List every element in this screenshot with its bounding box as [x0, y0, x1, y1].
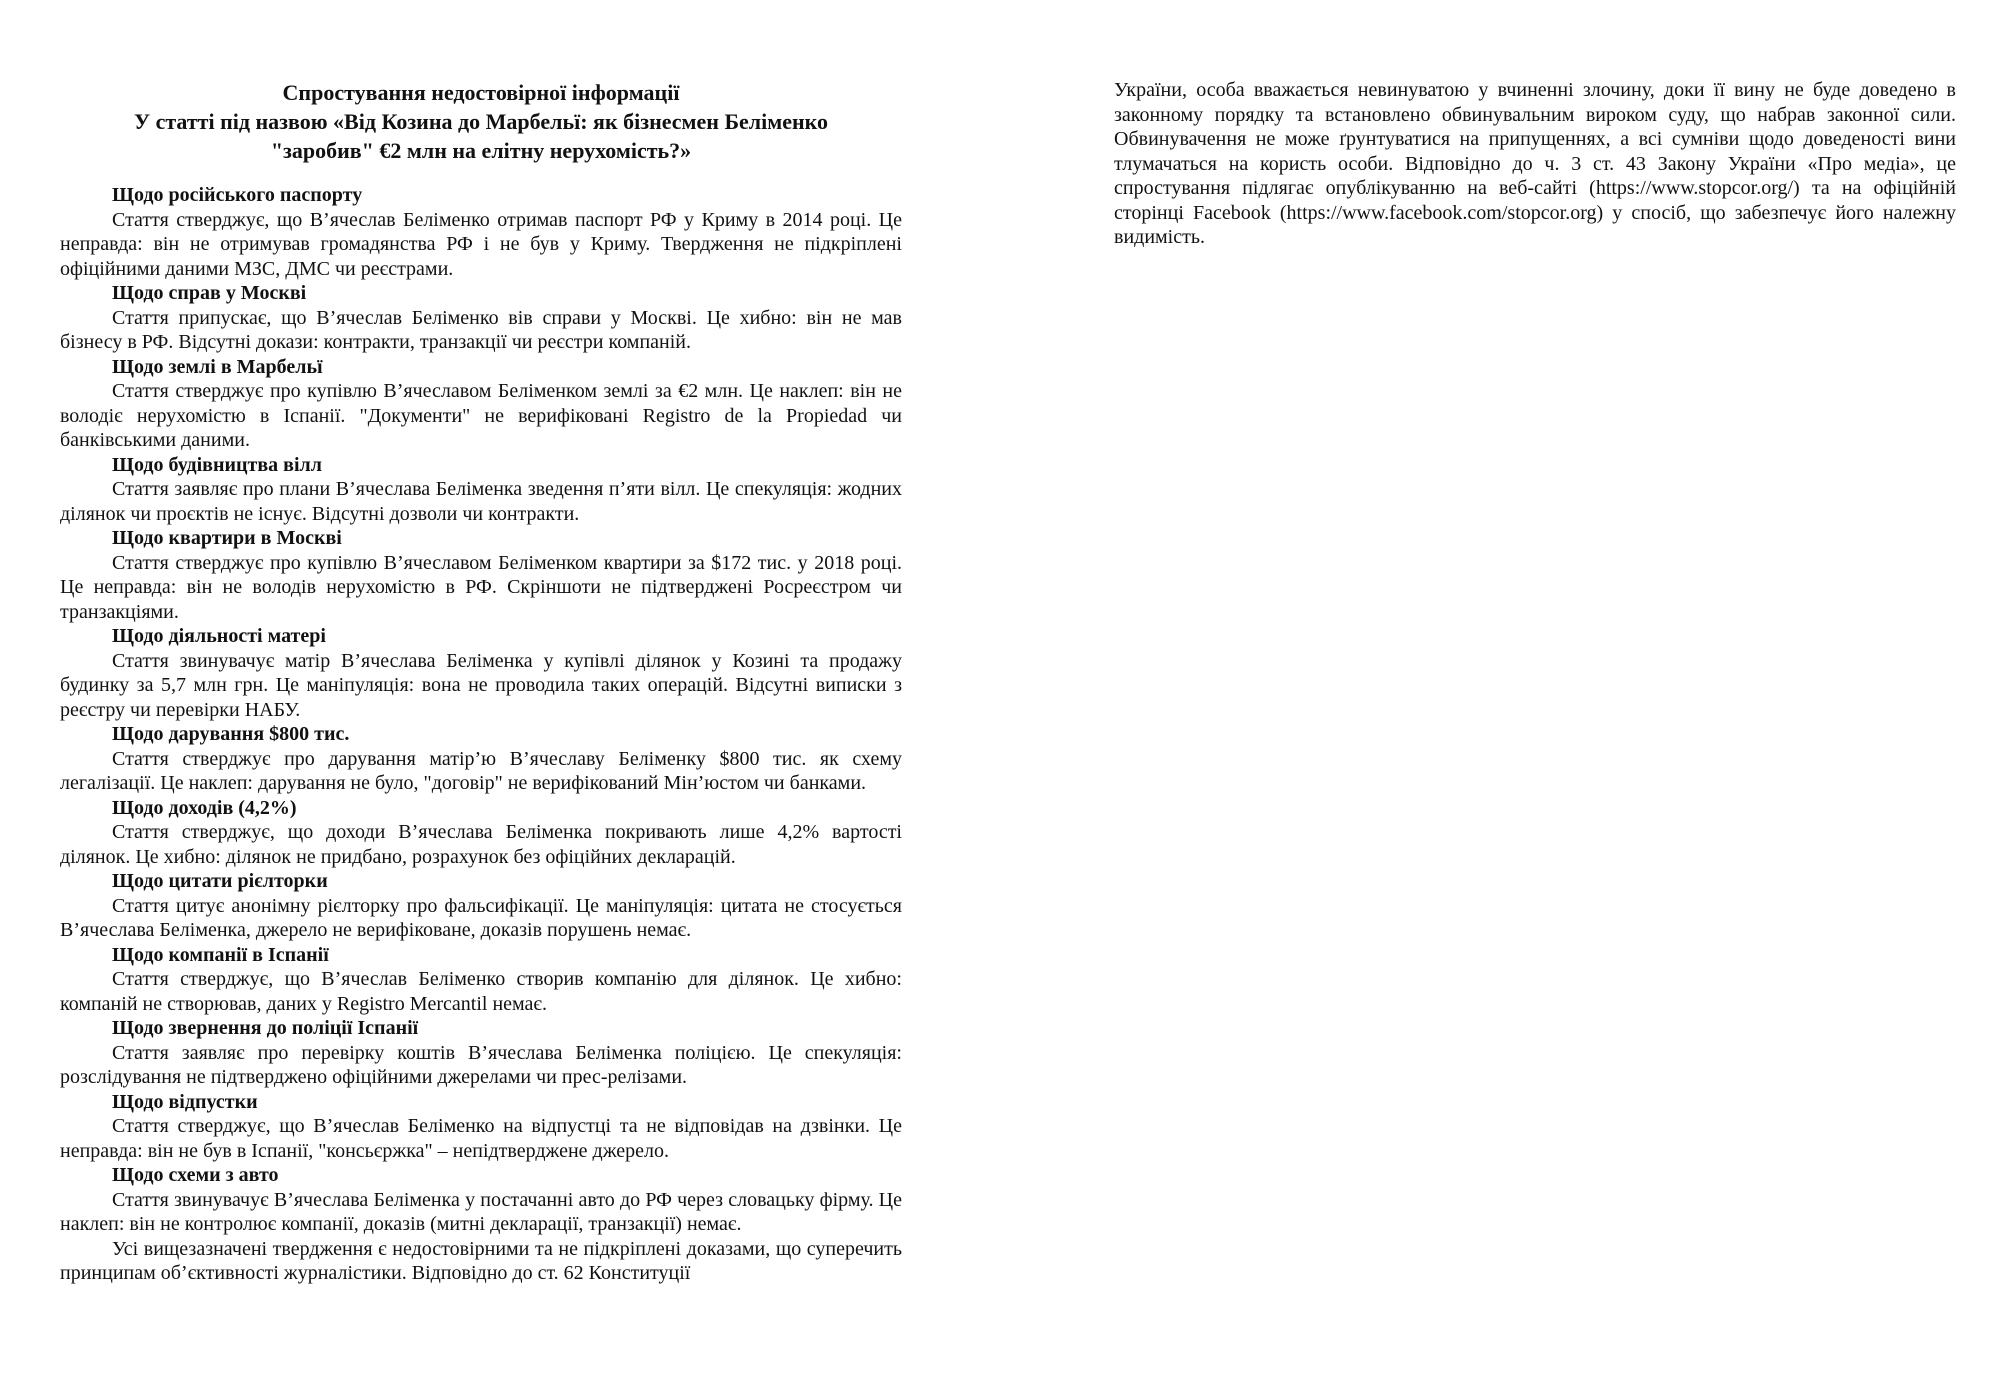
section-heading: Щодо землі в Марбельї	[112, 355, 323, 378]
section-vacation	[60, 1090, 902, 1164]
section-heading: Щодо схеми з авто	[112, 1164, 279, 1186]
section-heading: Щодо квартири в Москві	[112, 527, 342, 549]
section-income	[60, 796, 902, 870]
section-spain-company	[60, 943, 902, 1017]
section-text: Стаття цитує анонімну рієлторку про фальсифікації. Це маніпуляція: цитата не стосується В’ячеслава Беліменка, джерело не верифіковане, доказів порушень немає.	[60, 894, 902, 941]
section-russian-passport	[60, 183, 902, 281]
section-heading: Щодо російського паспорту	[112, 184, 363, 206]
section-heading: Щодо дарування $800 тис.	[112, 723, 350, 745]
section-moscow-apartment	[60, 526, 902, 624]
section-text: Стаття стверджує про купівлю В’ячеславом Беліменком квартири за $172 тис. у 2018 році. Це неправда: він не володів нерухомістю в РФ. Скріншоти не підтверджені Росреєстром чи транзакціями.	[60, 551, 902, 623]
section-heading: Щодо справ у Москві	[112, 282, 307, 304]
section-text: Стаття звинувачує матір В’ячеслава Беліменка у купівлі ділянок у Козині та продажу будинку за 5,7 млн грн. Це маніпуляція: вона не проводила таких операцій. Відсутні виписки з реєстру чи перевірки НАБУ.	[60, 649, 902, 721]
section-text: Стаття припускає, що В’ячеслав Беліменко вів справи у Москві. Це хибно: він не мав бізнесу в РФ. Відсутні докази: контракти, транзакції чи реєстри компаній.	[60, 306, 902, 353]
section-text: Стаття стверджує, що доходи В’ячеслава Беліменка покривають лише 4,2% вартості ділянок. Це хибно: ділянок не придбано, розрахунок без офіційних декларацій.	[60, 821, 902, 868]
section-heading: Щодо відпустки	[112, 1090, 258, 1113]
section-text: Стаття стверджує про купівлю В’ячеславом Беліменком землі за €2 млн. Це наклеп: він не володіє нерухомістю в Іспанії. "Документи" не верифіковані Registro de la Propiedad чи банківськими даними.	[60, 380, 902, 451]
conclusion-paragraph-continuation: України, особа вважається невинуватою у вчиненні злочину, доки її вину не буде доведено в законному порядку та встановлено обвинувальним вироком суду, що набрав законної сили. Обвинувачення не може ґрунтуватися на припущеннях, а всі сумніви щодо доведеності вини тлумачаться на користь особи. Відповідно до ч. 3 ст. 43 Закону України «Про медіа», це спростування підлягає опублікуванню на веб-сайті (https://www.stopcor.org/) та на офіційній сторінці Facebook (https://www.facebook.com/stopcor.org) у спосіб, що забезпечує його належну видимість.	[1114, 79, 1956, 248]
section-heading: Щодо компанії в Іспанії	[112, 943, 329, 966]
title-line-1: Спростування недостовірної інформації	[282, 80, 680, 105]
section-moscow-business	[60, 281, 902, 355]
section-heading: Щодо діяльності матері	[112, 625, 326, 647]
section-realtor-quote	[60, 869, 902, 943]
section-auto-scheme	[60, 1163, 902, 1237]
section-text: Стаття стверджує, що В’ячеслав Беліменко отримав паспорт РФ у Криму в 2014 році. Це неправда: він не отримував громадянства РФ і не був у Криму. Твердження не підкріплені офіційними даними МЗС, ДМС чи реєстрами.	[60, 208, 902, 280]
section-heading: Щодо цитати рієлторки	[112, 870, 328, 892]
section-gift	[60, 722, 902, 796]
section-heading: Щодо доходів (4,2%)	[112, 796, 297, 819]
document-title	[60, 78, 902, 165]
section-heading: Щодо звернення до поліції Іспанії	[112, 1017, 419, 1039]
section-mother-activity	[60, 624, 902, 722]
section-text: Стаття заявляє про перевірку коштів В’ячеслава Беліменка поліцією. Це спекуляція: розслідування не підтверджено офіційними джерелами чи прес-релізами.	[60, 1041, 902, 1088]
title-line-3: "заробив" €2 млн на елітну нерухомість?»	[270, 138, 692, 163]
section-text: Стаття стверджує про дарування матір’ю В’ячеславу Беліменку $800 тис. як схему легалізації. Це наклеп: дарування не було, "договір" не верифікований Мін’юстом чи банками.	[60, 747, 902, 794]
section-heading: Щодо будівництва вілл	[112, 453, 322, 476]
right-column	[1114, 78, 1956, 250]
section-villa-construction	[60, 453, 902, 527]
left-column	[60, 78, 902, 1286]
section-marbella-land	[60, 355, 902, 453]
conclusion-paragraph-start: Усі вищезазначені твердження є недостовірними та не підкріплені доказами, що суперечить принципам об’єктивності журналістики. Відповідно до ст. 62 Конституції	[60, 1237, 902, 1284]
section-text: Стаття звинувачує В’ячеслава Беліменка у постачанні авто до РФ через словацьку фірму. Це наклеп: він не контролює компанії, доказів (митні декларації, транзакції) немає.	[60, 1188, 902, 1235]
title-line-2: У статті під назвою «Від Козина до Марбельї: як бізнесмен Беліменко	[133, 109, 829, 134]
section-spain-police	[60, 1016, 902, 1090]
section-text: Стаття заявляє про плани В’ячеслава Беліменка зведення п’яти вілл. Це спекуляція: жодних ділянок чи проєктів не існує. Відсутні дозволи чи контракти.	[60, 478, 902, 525]
section-text: Стаття стверджує, що В’ячеслав Беліменко на відпустці та не відповідав на дзвінки. Це неправда: він не був в Іспанії, "консьєржка" – непідтверджене джерело.	[60, 1115, 902, 1162]
section-text: Стаття стверджує, що В’ячеслав Беліменко створив компанію для ділянок. Це хибно: компаній не створював, даних у Registro Mercantil немає.	[60, 968, 902, 1015]
